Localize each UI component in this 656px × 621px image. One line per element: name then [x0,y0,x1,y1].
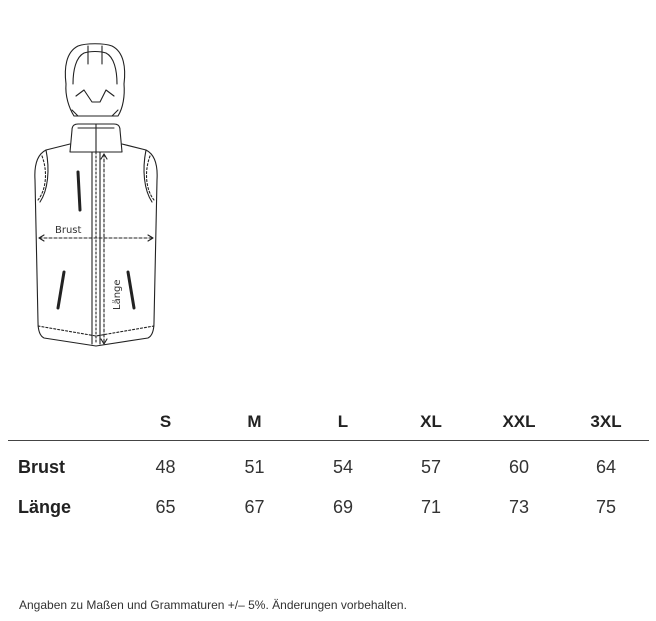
size-header: M [210,404,299,441]
table-cell: 73 [508,496,530,517]
table-cell: 54 [332,456,354,477]
row-label: Brust [18,456,66,477]
row-label: Länge [18,496,72,517]
footnote: Angaben zu Maßen und Grammaturen +/– 5%. Änderungen vorbehalten. [19,598,407,612]
table-cell: 57 [420,456,442,477]
size-table [8,404,649,527]
size-header: L [299,404,387,441]
size-header: S [121,404,210,441]
table-cell: 65 [155,496,176,517]
table-cell: 75 [595,496,617,517]
table-cell: 48 [155,456,176,477]
size-header: XXL [475,404,563,441]
table-cell: 67 [244,496,265,517]
vest-diagram [26,40,176,360]
size-header: XL [387,404,475,441]
table-cell: 60 [508,456,530,477]
table-row-length [8,487,649,527]
table-cell: 64 [595,456,617,477]
hood-outline [65,44,124,116]
table-row-chest [8,441,649,488]
table-cell: 51 [244,456,265,477]
length-label: Länge [112,279,123,310]
size-header-row [8,404,649,441]
table-cell: 69 [332,496,354,517]
chest-label: Brust [55,225,82,236]
size-header: 3XL [563,404,649,441]
header-corner [8,404,121,441]
table-cell: 71 [420,496,442,517]
